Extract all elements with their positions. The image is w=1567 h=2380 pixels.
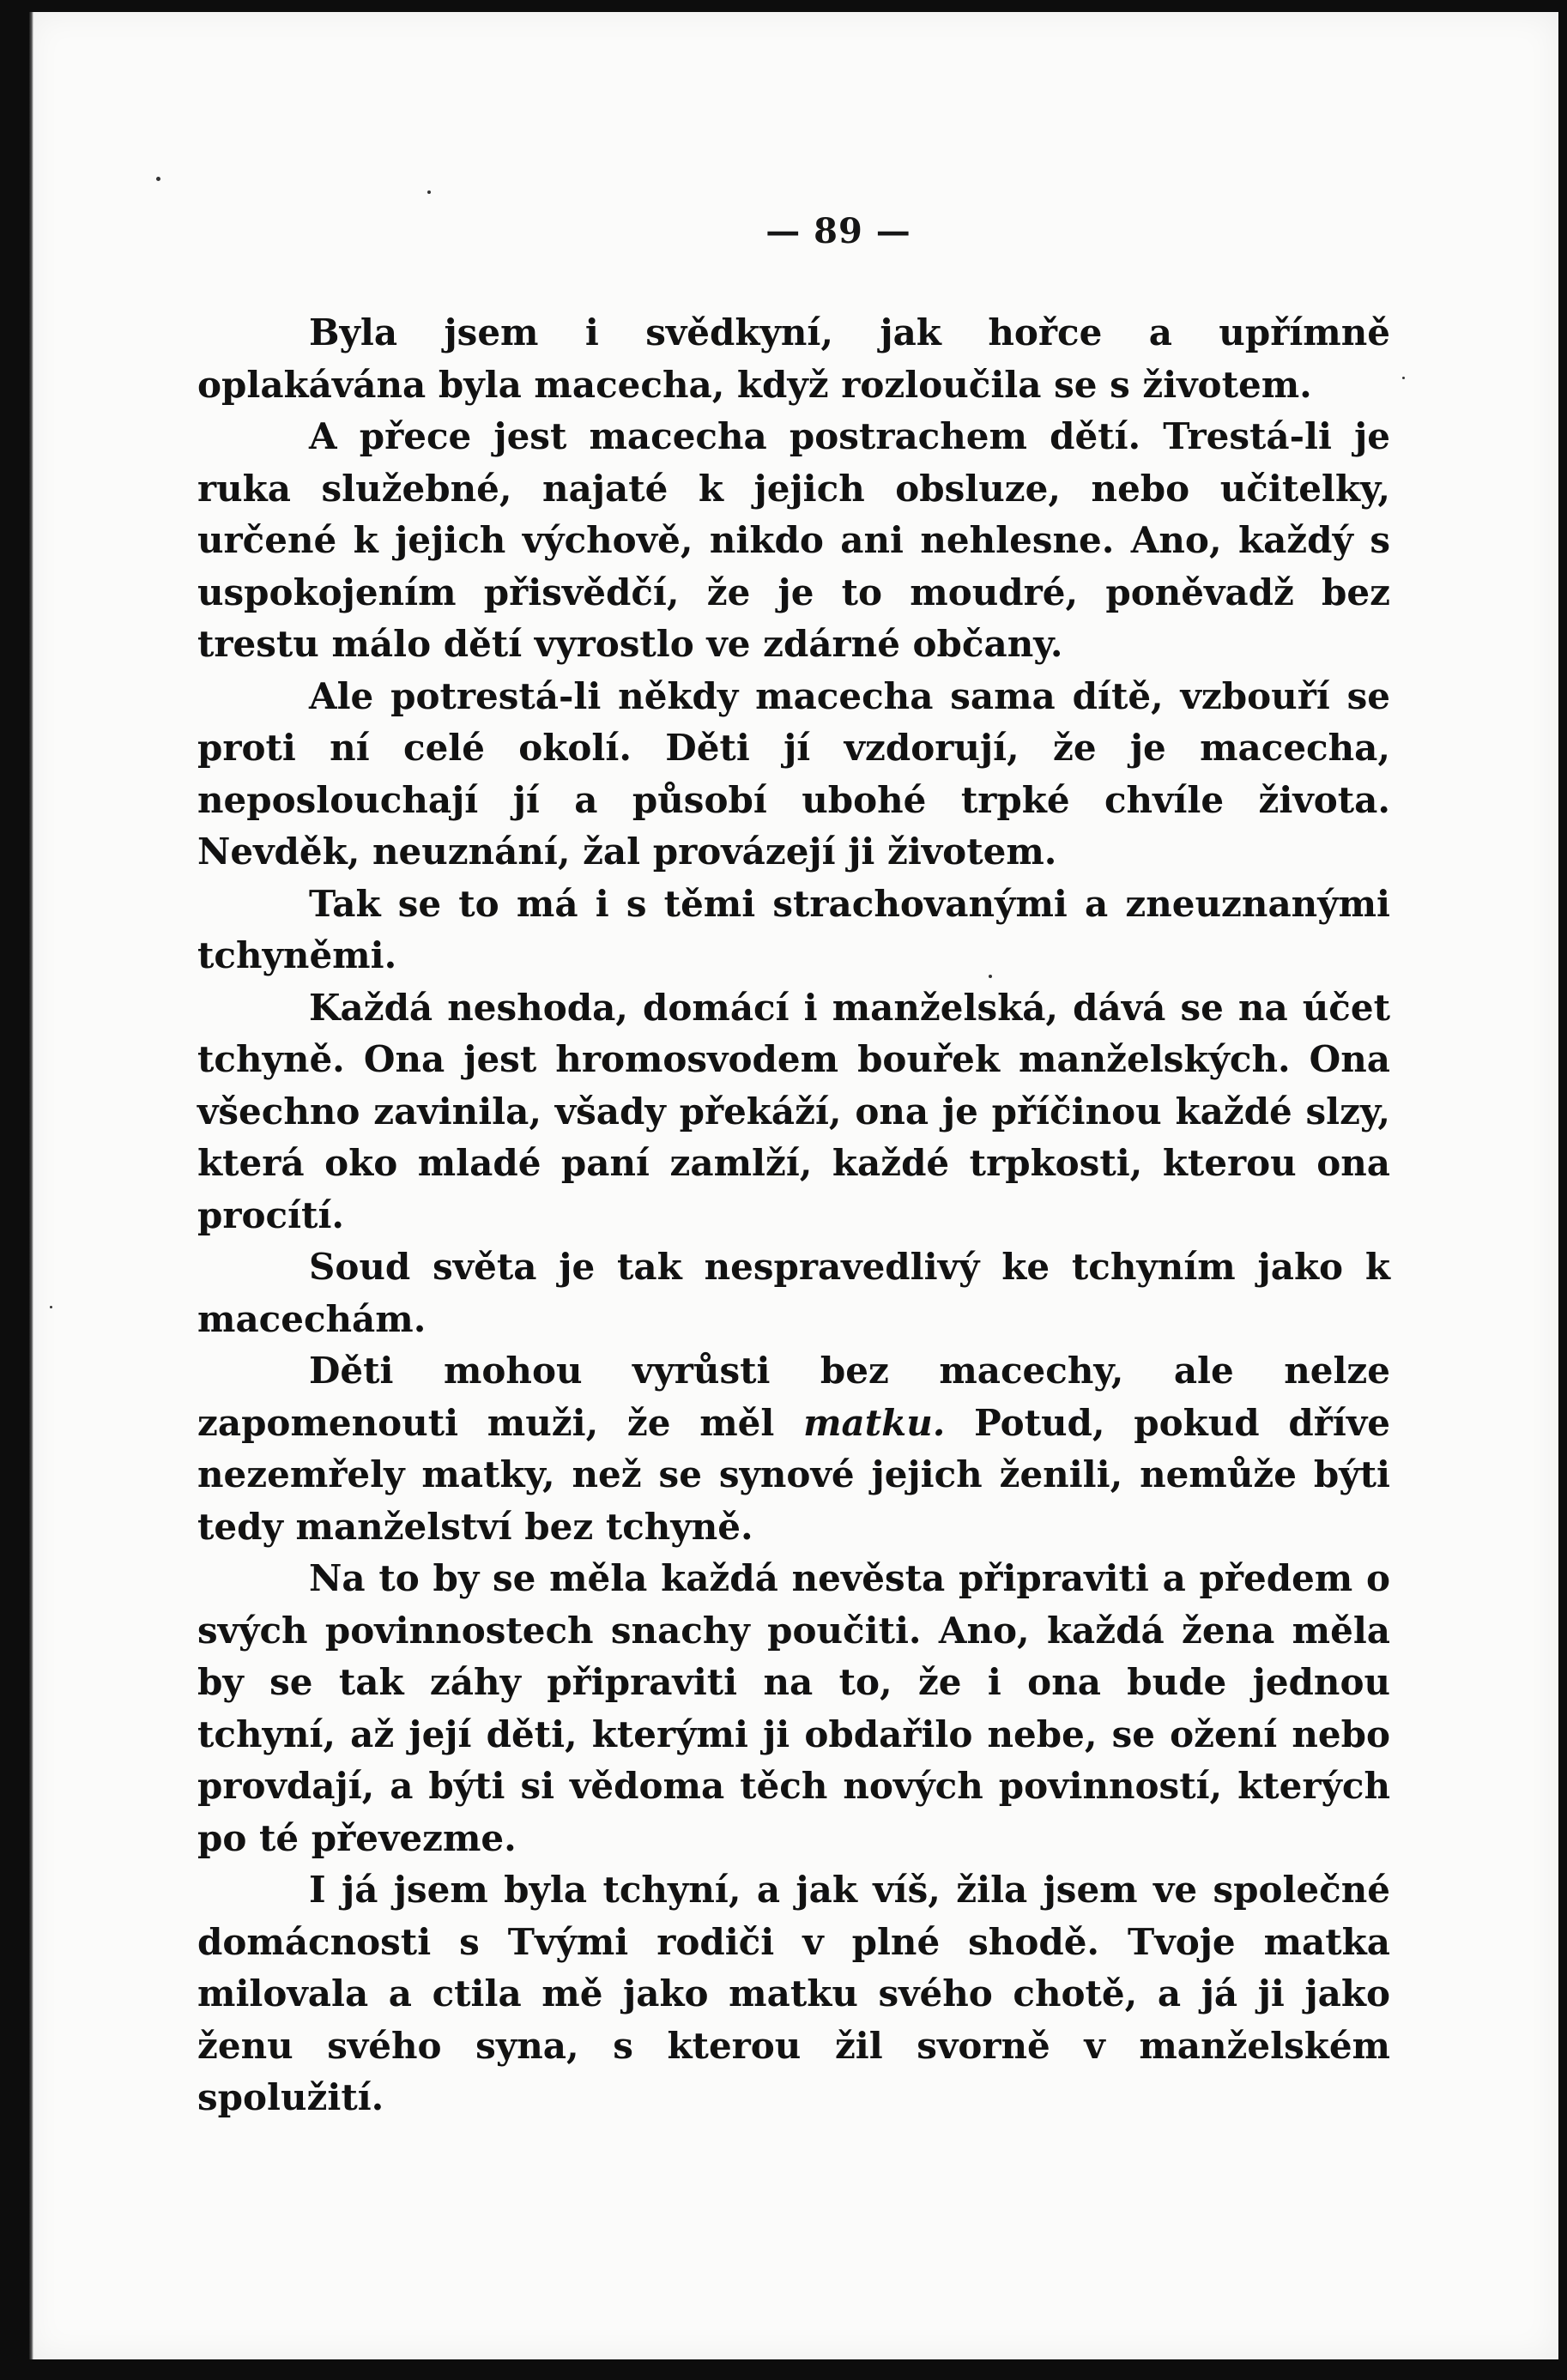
body-text bbox=[197, 307, 1390, 2124]
dust-speck bbox=[50, 1306, 52, 1308]
paragraph-7-emphasis: matku. bbox=[803, 1401, 946, 1444]
dust-speck bbox=[989, 975, 992, 978]
paragraph-5: Každá neshoda, domácí i manželská, dává se na účet tchyně. Ona jest hromosvodem bouřek manželských. Ona všechno zavinila, všady překáží, ona je příčinou každé slzy, která oko mladé paní zamlží, každé trpkosti, kterou ona procítí. bbox=[197, 986, 1390, 1236]
paragraph-7-before: Děti mohou vyrůsti bez macechy, ale nelze zapomenouti muži, že měl bbox=[197, 1350, 1390, 1444]
paragraph-7 bbox=[197, 1345, 1390, 1553]
book-page bbox=[29, 12, 1558, 2359]
paragraph-4: Tak se to má i s těmi strachovanými a zneuznanými tchyněmi. bbox=[197, 882, 1390, 976]
page-left-edge bbox=[29, 12, 33, 2359]
paragraph-3: Ale potrestá-li někdy macecha sama dítě, vzbouří se proti ní celé okolí. Děti jí vzdorují, že je macecha, neposlouchají jí a působí ubohé trpké chvíle života. Nevděk, neuznání, žal provázejí ji životem. bbox=[197, 674, 1390, 873]
paragraph-1: Byla jsem i svědkyní, jak hořce a upřímně oplakávána byla macecha, když rozloučila se s životem. bbox=[197, 311, 1390, 406]
dust-speck bbox=[156, 177, 160, 181]
paragraph-2: A přece jest macecha postrachem dětí. Trestá-li je ruka služebné, najaté k jejich obsluze, nebo učitelky, určené k jejich výchově, nikdo ani nehlesne. Ano, každý s uspokojením přisvědčí, že je to moudré, poněvadž bez trestu málo dětí vyrostlo ve zdárné občany. bbox=[197, 415, 1390, 665]
dust-speck bbox=[427, 190, 431, 194]
paragraph-6: Soud světa je tak nespravedlivý ke tchyním jako k macechám. bbox=[197, 1246, 1390, 1340]
page-number: — 89 — bbox=[765, 211, 911, 251]
paragraph-8: Na to by se měla každá nevěsta připraviti a předem o svých povinnostech snachy poučiti. Ano, každá žena měla by se tak záhy připraviti na to, že i ona bude jednou tchyní, až její děti, kterými ji obdařilo nebe, se ožení nebo provdají, a býti si vědoma těch nových povinností, kterých po té převezme. bbox=[197, 1557, 1390, 1859]
dust-speck bbox=[1402, 377, 1405, 379]
paragraph-7-after: Potud, pokud dříve nezemřely matky, než se synové jejich ženili, nemůže býti tedy manželství bez tchyně. bbox=[197, 1401, 1390, 1548]
paragraph-9: I já jsem byla tchyní, a jak víš, žila jsem ve společné domácnosti s Tvými rodiči v plné shodě. Tvoje matka milovala a ctila mě jako matku svého chotě, a já ji jako ženu svého syna, s kterou žil svorně v manželském spolužití. bbox=[197, 1869, 1390, 2118]
